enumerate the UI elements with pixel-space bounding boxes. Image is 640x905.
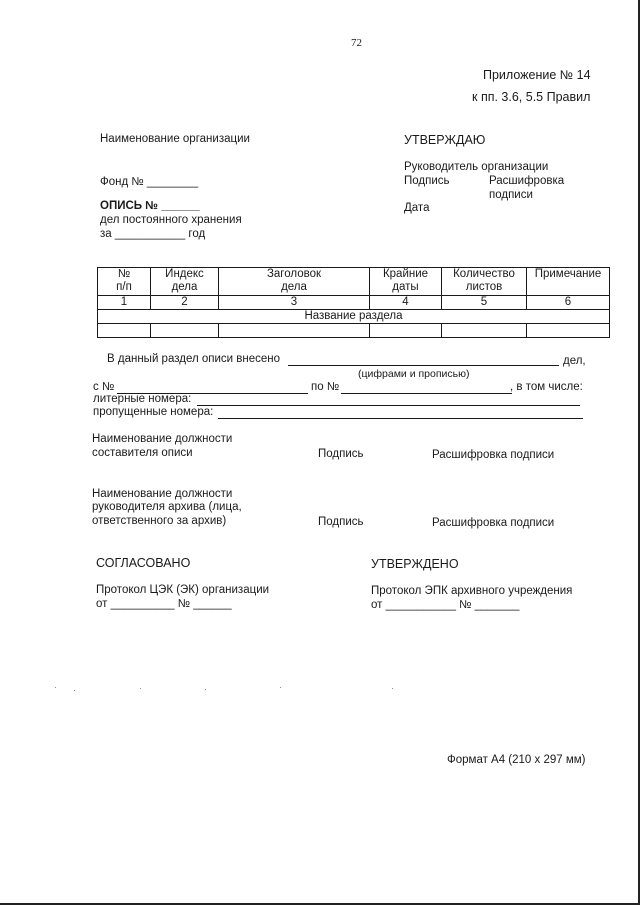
fond-label: Фонд № ________ [100, 176, 199, 188]
compiler-decode: Расшифровка подписи [432, 449, 555, 461]
compiler-position-2: составителя описи [92, 447, 193, 459]
summary-note: (цифрами и прописью) [358, 368, 470, 380]
summary-to: по № [311, 381, 340, 393]
org-name-label: Наименование организации [100, 133, 250, 145]
summary-line-start: В данный раздел описи внесено [107, 353, 281, 365]
table-header-row [98, 268, 610, 296]
header-cell: Примечание [527, 268, 610, 296]
page-number: 72 [351, 37, 362, 49]
approved-protocol: Протокол ЭПК архивного учреждения [371, 585, 573, 597]
opis-subtitle: дел постоянного хранения [100, 214, 242, 226]
opis-year: за ___________ год [100, 228, 206, 240]
table-section-row [98, 310, 610, 324]
section-title: Название раздела [98, 310, 610, 324]
literal-label: литерные номера: [93, 393, 192, 405]
empty-cell [370, 324, 442, 338]
number-cell: 5 [442, 296, 527, 310]
approve-title: УТВЕРЖДАЮ [404, 133, 486, 147]
archive-head-position-1: Наименование должности [92, 488, 233, 500]
scan-speck [205, 689, 206, 690]
compiler-position-1: Наименование должности [92, 433, 233, 445]
compiler-sign: Подпись [318, 448, 364, 460]
number-cell: 4 [370, 296, 442, 310]
scan-speck [74, 690, 75, 691]
empty-cell [98, 324, 151, 338]
summary-count-line [288, 365, 559, 366]
approved-date-line: от ___________ № _______ [371, 599, 520, 611]
approve-decode-2: подписи [489, 189, 533, 201]
archive-head-position-2: руководителя архива (лица, [92, 501, 242, 513]
header-cell: Количество листов [442, 268, 527, 296]
header-cell: Заголовок дела [219, 268, 370, 296]
appendix-ref: к пп. 3.6, 5.5 Правил [472, 90, 591, 104]
empty-cell [151, 324, 219, 338]
archive-head-sign: Подпись [318, 516, 364, 528]
header-cell: Индекс дела [151, 268, 219, 296]
empty-cell [527, 324, 610, 338]
scan-speck [392, 688, 393, 689]
summary-from: с № [93, 381, 115, 393]
empty-cell [219, 324, 370, 338]
number-cell: 6 [527, 296, 610, 310]
approve-decode: Расшифровка [489, 175, 565, 187]
table-empty-row [98, 324, 610, 338]
empty-cell [442, 324, 527, 338]
to-line [341, 393, 512, 394]
literal-line [197, 405, 580, 406]
agreed-date-line: от __________ № ______ [96, 598, 232, 610]
number-cell: 1 [98, 296, 151, 310]
appendix-title: Приложение № 14 [483, 68, 591, 82]
scan-speck [140, 688, 141, 689]
scan-speck [280, 687, 281, 688]
number-cell: 3 [219, 296, 370, 310]
archive-head-position-3: ответственного за архив) [92, 515, 227, 527]
scan-speck [55, 687, 56, 688]
opis-title: ОПИСЬ № ______ [100, 200, 200, 212]
skipped-line [218, 418, 583, 419]
agreed-protocol: Протокол ЦЭК (ЭК) организации [96, 584, 270, 596]
header-cell: № п/п [98, 268, 151, 296]
number-cell: 2 [151, 296, 219, 310]
header-cell: Крайние даты [370, 268, 442, 296]
approve-sign: Подпись [404, 175, 450, 187]
summary-line-end: дел, [563, 355, 586, 367]
archive-head-decode: Расшифровка подписи [432, 517, 555, 529]
table-number-row [98, 296, 610, 310]
summary-including: , в том числе: [510, 381, 583, 393]
format-label: Формат А4 (210 х 297 мм) [447, 754, 586, 766]
skipped-label: пропущенные номера: [93, 406, 214, 418]
agreed-title: СОГЛАСОВАНО [96, 556, 191, 570]
opis-table [97, 267, 610, 338]
approved-title: УТВЕРЖДЕНО [371, 557, 459, 571]
approve-date: Дата [404, 202, 430, 214]
approve-head: Руководитель организации [404, 161, 549, 173]
